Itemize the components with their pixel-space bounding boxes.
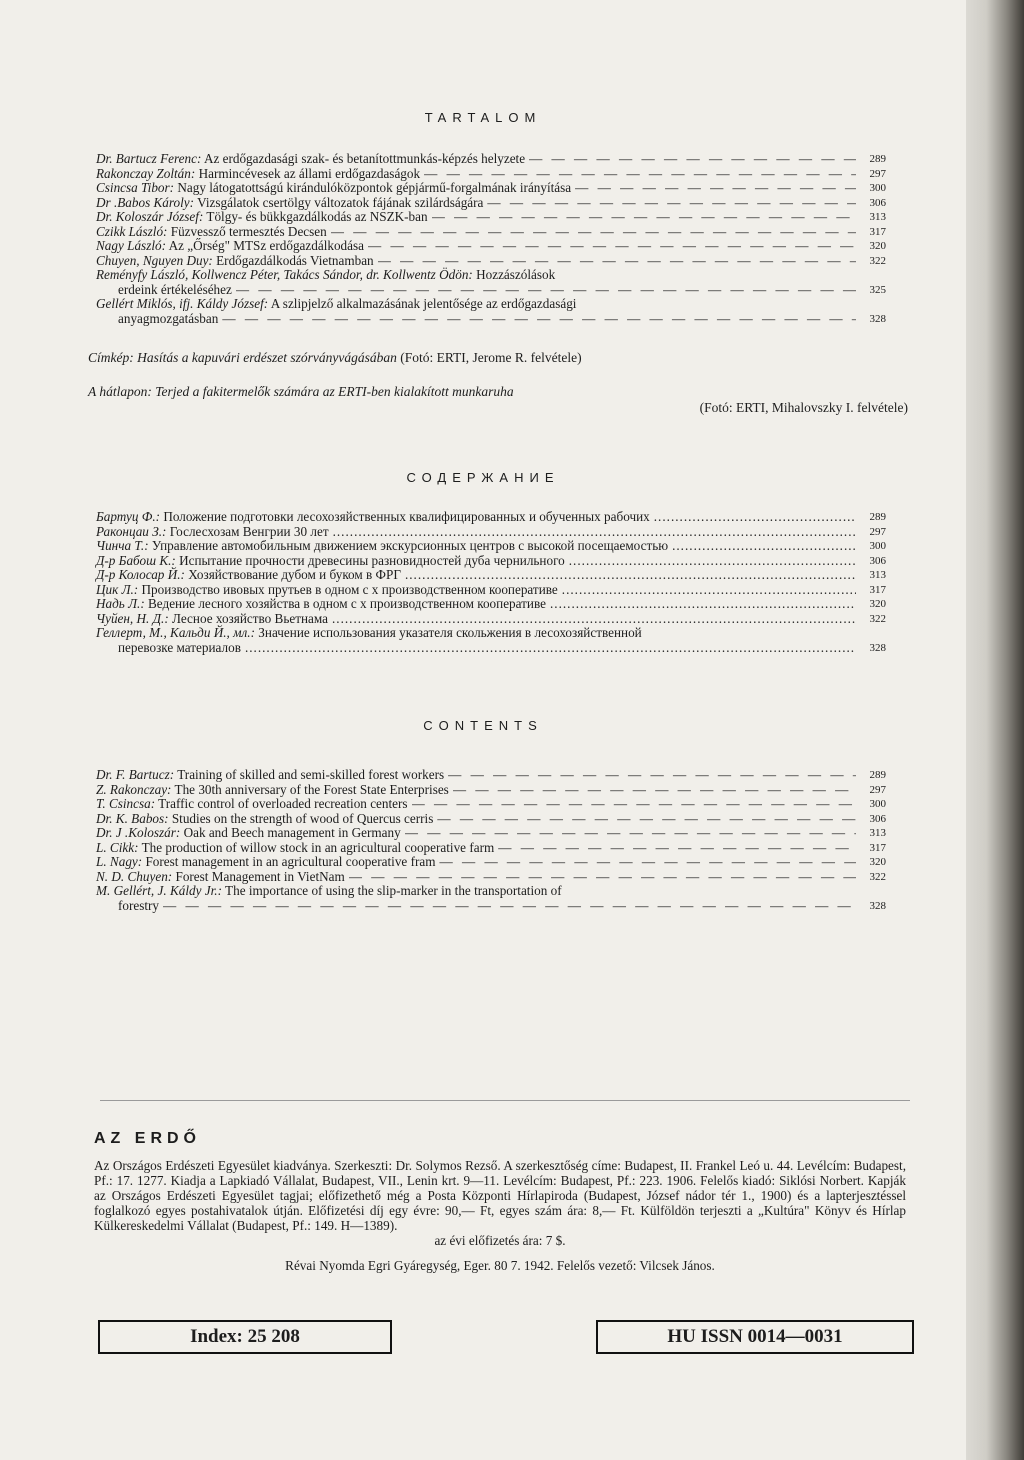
toc-title: Oak and Beech management in Germany — [183, 825, 401, 840]
toc-author: Раконцаи З.: — [96, 523, 167, 539]
toc-entry-text — [96, 268, 555, 283]
toc-entry — [96, 870, 886, 885]
toc-leader — [672, 539, 856, 554]
index-box: Index: 25 208 — [98, 1322, 392, 1354]
toc-entry-text — [96, 597, 546, 612]
toc-author: Z. Rakonczay: — [96, 781, 172, 797]
toc-author: Д-р Колосар Й.: — [96, 567, 185, 582]
toc-entry — [96, 855, 886, 870]
toc-page-number: 328 — [869, 641, 886, 654]
toc-title-continuation: перевозке материалов — [118, 639, 241, 655]
toc-entry-text — [96, 525, 329, 540]
toc-title: Forest Management in VietNam — [175, 868, 345, 884]
toc-page-number: 289 — [869, 153, 886, 165]
toc-author: Надь Л.: — [96, 596, 145, 611]
toc-author: Чуйен, Н. Д.: — [96, 610, 169, 626]
toc-author: Dr. K. Babos: — [96, 810, 169, 826]
toc-author: N. D. Chuyen: — [96, 868, 173, 884]
toc-entry-text — [96, 254, 374, 269]
toc-page-number: 320 — [869, 240, 886, 252]
toc-entry — [96, 254, 886, 269]
toc-author: Nagy László: — [96, 238, 166, 253]
toc-entry-text — [96, 539, 668, 554]
toc-entry — [96, 841, 886, 856]
toc-page-number: 306 — [869, 554, 886, 567]
toc-author: Dr. Bartucz Ferenc: — [96, 151, 202, 166]
toc-title: Studies on the strength of wood of Quercus cerris — [171, 810, 434, 826]
toc-leader — [437, 812, 856, 827]
toc-entry-text — [96, 612, 328, 627]
back-label: A hátlapon: — [88, 384, 152, 399]
toc-author: Dr. Koloszár József: — [96, 209, 204, 224]
toc-entry — [96, 626, 886, 641]
toc-entry-text — [96, 855, 435, 870]
toc-page-number: 317 — [869, 583, 886, 596]
toc-leader — [236, 283, 856, 298]
toc-title-continuation: forestry — [118, 897, 160, 913]
toc-author: Д-р Бабош К.: — [96, 552, 176, 568]
toc-page-number: 322 — [869, 254, 886, 267]
toc-author: Gellért Miklós, ifj. Káldy József: — [96, 296, 269, 311]
toc-entry-text — [96, 554, 565, 569]
toc-author: L. Nagy: — [96, 854, 143, 869]
journal-title: AZ ERDŐ — [94, 1130, 201, 1147]
toc-title: Лесное хозяйство Вьетнама — [172, 610, 328, 626]
toc-entry-text — [96, 870, 345, 885]
toc-page-number: 297 — [869, 783, 886, 796]
toc-entry-text — [96, 196, 483, 211]
back-text: Terjed a fakitermelők számára az ERTI-ben kialakított munkaruha — [155, 384, 514, 399]
toc-author: Бартуц Ф.: — [96, 509, 161, 524]
toc-page-number: 320 — [869, 856, 886, 868]
toc-entry — [96, 783, 886, 798]
toc-entry-continuation — [96, 641, 886, 656]
toc-title: Füzvessző termesztés Decsen — [170, 223, 327, 239]
page-edge-shadow — [966, 0, 1024, 1460]
toc-title: Az „Őrség" MTSz erdőgazdálkodása — [168, 238, 364, 253]
toc-leader — [550, 597, 856, 612]
toc-leader — [453, 783, 856, 798]
toc-page-number: 306 — [869, 196, 886, 209]
toc-leader — [498, 841, 856, 856]
toc-leader — [562, 583, 856, 598]
toc-page-number: 289 — [869, 511, 886, 523]
toc-page-number: 322 — [869, 612, 886, 625]
toc-entry-text — [96, 239, 364, 254]
toc-page-number: 322 — [869, 870, 886, 883]
toc-leader — [569, 554, 856, 569]
toc-entry — [96, 181, 886, 196]
tartalom-list — [96, 152, 886, 326]
toc-entry-text — [96, 583, 558, 598]
toc-entry — [96, 210, 886, 225]
toc-author: Chuyen, Nguyen Duy: — [96, 252, 213, 268]
toc-page-number: 317 — [869, 225, 886, 238]
toc-entry-text — [96, 167, 420, 182]
masthead-text — [94, 1158, 906, 1273]
toc-entry — [96, 525, 886, 540]
toc-entry-text — [96, 841, 494, 856]
toc-title-continuation: erdeink értékeléséhez — [118, 281, 232, 297]
toc-leader — [163, 899, 856, 914]
toc-author: Геллерт, М., Кальди Й., мл.: — [96, 625, 255, 640]
toc-leader — [332, 612, 856, 627]
toc-entry-text — [96, 626, 642, 641]
toc-entry — [96, 152, 886, 167]
toc-page-number: 317 — [869, 841, 886, 854]
toc-entry — [96, 768, 886, 783]
cover-credit: (Fotó: ERTI, Jerome R. felvétele) — [400, 350, 582, 365]
toc-leader — [575, 181, 856, 196]
toc-title: Forest management in an agricultural cooperative fram — [145, 854, 436, 869]
masthead-rule — [100, 1100, 910, 1101]
publisher-info: Az Országos Erdészeti Egyesület kiadványa. Szerkeszti: Dr. Solymos Rezső. A szerkesztőség címe: Budapest, II. Frankel Leó u. 44. Levélcím: Budapest, Pf.: 17. 1277. Kiadja a Lapkiadó Vállalat, Budapest, VII., Lenin krt. 9—11. Levélcím: Budapest, Pf.: 223. 1906. Felelős kiadó: Siklósi Norbert. Kapják az Országos Erdészeti Egyesület tagjai; előfizethető még a Posta Központi Hírlapiroda (Budapest, József nádor tér 1., 1900) és a lapterjesztéssel foglalkozó egyes postahivatalok útján. Előfizetési díj egy évre: 90,— Ft, egyes szám ára: 8,— Ft. Külföldön terjeszti a „Kultúra" Könyv és Hírlap Külkereskedelmi Vállalat (Budapest, Pf.: 149. H—1389). — [94, 1158, 906, 1233]
toc-entry — [96, 583, 886, 598]
toc-page-number: 313 — [869, 211, 886, 223]
toc-leader — [487, 196, 856, 211]
toc-title: Hozzászólások — [476, 267, 556, 282]
toc-entry — [96, 510, 886, 525]
back-credit: (Fotó: ERTI, Mihalovszky I. felvétele) — [699, 400, 908, 415]
toc-entry-text — [96, 812, 433, 827]
toc-author: M. Gellért, J. Káldy Jr.: — [96, 883, 222, 898]
toc-page-number: 300 — [869, 182, 886, 194]
toc-leader — [439, 855, 856, 870]
toc-page-number: 297 — [869, 525, 886, 538]
toc-leader — [331, 225, 856, 240]
toc-title: Гослесхозам Венгрии 30 лет — [169, 523, 329, 539]
toc-entry — [96, 884, 886, 899]
tartalom-heading: TARTALOM — [424, 110, 542, 125]
toc-leader — [378, 254, 856, 269]
toc-author: Цик Л.: — [96, 581, 139, 597]
toc-title: Tölgy- és bükkgazdálkodás az NSZK-ban — [206, 209, 428, 224]
toc-page-number: 300 — [869, 798, 886, 810]
toc-title: Harmincévesek az állami erdőgazdaságok — [198, 165, 421, 181]
toc-author: Dr. J .Koloszár: — [96, 825, 181, 840]
toc-title-continuation: anyagmozgatásban — [118, 310, 219, 326]
toc-leader — [654, 510, 856, 525]
issn-box: HU ISSN 0014—0031 — [596, 1322, 914, 1354]
toc-title: Управление автомобильным движением экскурсионных центров с высокой посещаемостью — [151, 538, 669, 553]
toc-entry — [96, 568, 886, 583]
toc-entry — [96, 797, 886, 812]
toc-title: Training of skilled and semi-skilled forest workers — [177, 767, 445, 782]
toc-title: The production of willow stock in an agricultural cooperative farm — [141, 839, 495, 855]
toc-entry — [96, 612, 886, 627]
toc-author: Rakonczay Zoltán: — [96, 165, 196, 181]
toc-entry-text — [96, 225, 327, 240]
toc-title: Nagy látogatottságú kirándulóközpontok gépjármű-forgalmának irányítása — [177, 180, 572, 195]
toc-author: Dr. F. Bartucz: — [96, 767, 175, 782]
toc-entry-text — [96, 181, 571, 196]
toc-author: Reményfy László, Kollwencz Péter, Takács Sándor, dr. Kollwentz Ödön: — [96, 267, 473, 282]
toc-entry-continuation — [96, 312, 886, 327]
toc-title: A szlipjelző alkalmazásának jelentősége az erdőgazdasági — [270, 296, 577, 311]
toc-leader — [448, 768, 856, 783]
toc-page-number: 300 — [869, 540, 886, 552]
soderzhanie-list — [96, 510, 886, 655]
toc-leader — [405, 826, 856, 841]
toc-title: Производство ивовых прутьев в одном с х производственном кооперативе — [141, 581, 558, 597]
toc-entry — [96, 225, 886, 240]
cover-note — [88, 350, 908, 366]
toc-entry — [96, 297, 886, 312]
toc-leader — [412, 797, 856, 812]
toc-title: Значение использования указателя скольжения в лесохозяйственной — [258, 625, 642, 640]
toc-author: T. Csincsa: — [96, 796, 156, 811]
toc-entry-text — [96, 510, 650, 525]
toc-leader — [222, 312, 856, 327]
toc-leader — [349, 870, 856, 885]
toc-title: Положение подготовки лесохозяйственных квалифицированных и обученных рабочих — [163, 509, 650, 524]
toc-entry — [96, 268, 886, 283]
contents-heading: CONTENTS — [423, 718, 543, 733]
toc-entry-continuation — [96, 899, 886, 914]
toc-entry — [96, 597, 886, 612]
toc-entry — [96, 196, 886, 211]
toc-leader — [368, 239, 856, 254]
toc-page-number: 313 — [869, 827, 886, 839]
toc-author: Czikk László: — [96, 223, 168, 239]
toc-page-number: 320 — [869, 598, 886, 610]
toc-entry — [96, 812, 886, 827]
back-note — [88, 384, 908, 416]
toc-entry-text — [96, 768, 444, 783]
toc-entry — [96, 554, 886, 569]
toc-author: Csincsa Tibor: — [96, 180, 175, 195]
toc-title: Хозяйствование дубом и буком в ФРГ — [188, 567, 401, 582]
toc-page-number: 306 — [869, 812, 886, 825]
toc-entry — [96, 167, 886, 182]
subscription-price: az évi előfizetés ára: 7 $. — [434, 1233, 566, 1248]
toc-author: L. Cikk: — [96, 839, 139, 855]
toc-leader — [405, 568, 856, 583]
toc-author: Dr .Babos Károly: — [96, 194, 195, 210]
toc-page-number: 328 — [869, 899, 886, 912]
cover-text: Hasítás a kapuvári erdészet szórványvágásában — [137, 350, 397, 365]
toc-entry-text — [96, 797, 408, 812]
toc-entry — [96, 539, 886, 554]
toc-entry — [96, 239, 886, 254]
toc-entry-text — [96, 210, 428, 225]
toc-page-number: 328 — [869, 312, 886, 325]
toc-entry-text — [96, 568, 401, 583]
toc-leader — [424, 167, 856, 182]
toc-entry-continuation — [96, 283, 886, 298]
toc-leader — [245, 641, 856, 656]
toc-entry-text — [96, 783, 449, 798]
toc-page-number: 325 — [869, 283, 886, 296]
photo-notes — [88, 350, 908, 424]
toc-leader — [529, 152, 856, 167]
toc-page-number: 289 — [869, 769, 886, 781]
toc-title: Vizsgálatok csertölgy változatok fájának szilárdságára — [197, 194, 484, 210]
toc-author: Чинча Т.: — [96, 538, 149, 553]
toc-title: Испытание прочности древесины разновидностей дуба чернильного — [179, 552, 565, 568]
toc-entry-text — [96, 152, 525, 167]
toc-title: Az erdőgazdasági szak- és betanítottmunkás-képzés helyzete — [203, 151, 526, 166]
toc-title: The importance of using the slip-marker in the transportation of — [225, 883, 562, 898]
toc-title: Ведение лесного хозяйства в одном с х производственном кооперативе — [148, 596, 546, 611]
toc-leader — [432, 210, 856, 225]
contents-list — [96, 768, 886, 913]
toc-entry-text — [96, 826, 401, 841]
toc-entry-text — [96, 297, 576, 312]
cover-label: Címkép: — [88, 350, 134, 365]
toc-title: Traffic control of overloaded recreation centers — [158, 796, 408, 811]
toc-title: The 30th anniversary of the Forest State Enterprises — [174, 781, 449, 797]
toc-page-number: 313 — [869, 569, 886, 581]
toc-entry-text — [96, 884, 562, 899]
toc-leader — [333, 525, 856, 540]
toc-entry — [96, 826, 886, 841]
toc-title: Erdőgazdálkodás Vietnamban — [216, 252, 374, 268]
toc-page-number: 297 — [869, 167, 886, 180]
soderzhanie-heading: СОДЕРЖАНИЕ — [406, 470, 560, 485]
printer-info: Révai Nyomda Egri Gyáregység, Eger. 80 7. 1942. Felelős vezető: Vilcsek János. — [285, 1258, 715, 1273]
